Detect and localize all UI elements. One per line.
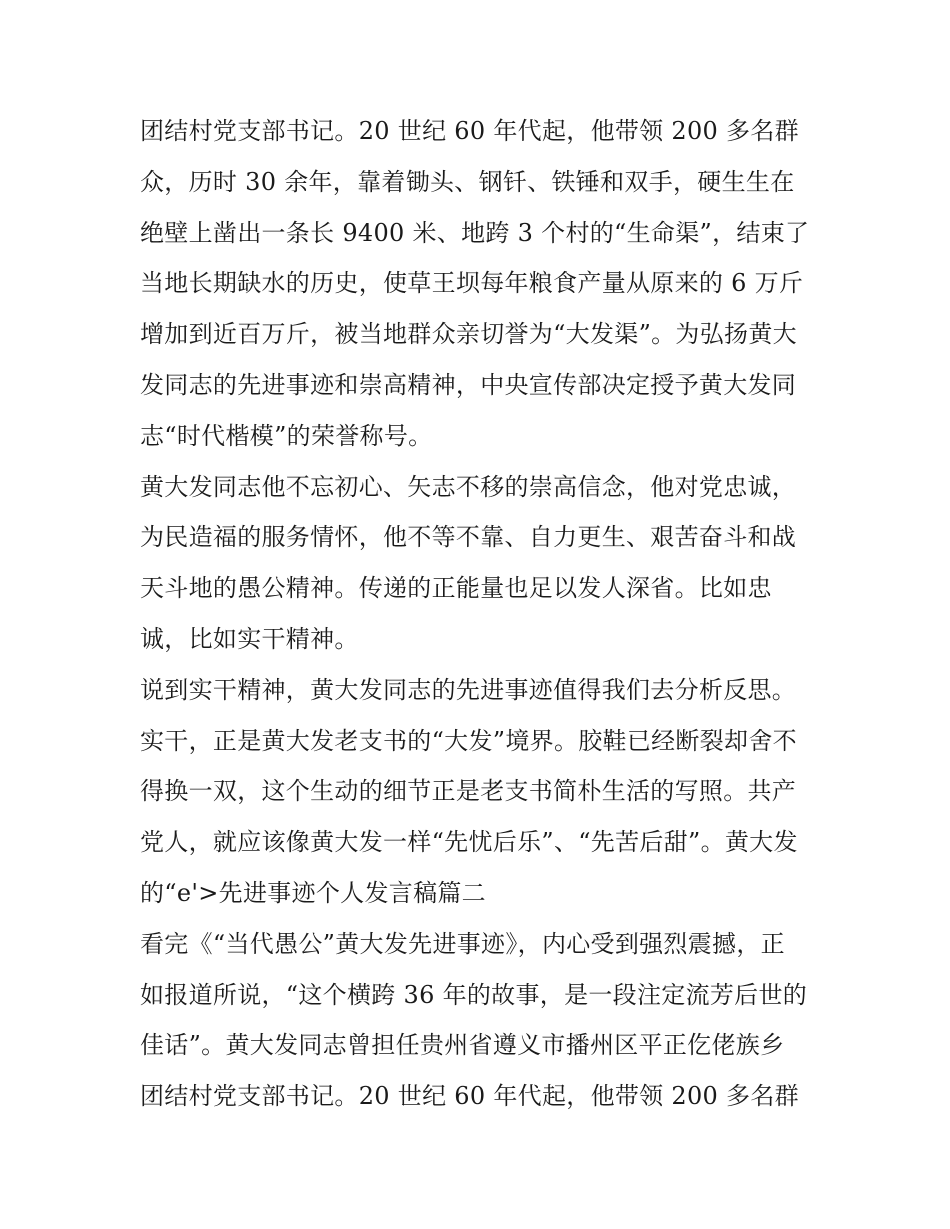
text-line: 说到实干精神，黄大发同志的先进事迹值得我们去分析反思。 — [140, 675, 797, 704]
text-line: 当地长期缺水的历史，使草王坝每年粮食产量从原来的 6 万斤 — [140, 269, 804, 298]
text-line: 看完《“当代愚公”黄大发先进事迹》，内心受到强烈震撼，正 — [140, 929, 785, 958]
text-line: 绝壁上凿出一条长 9400 米、地跨 3 个村的“生命渠”，结束了 — [140, 218, 810, 247]
text-line: 发同志的先进事迹和崇高精神，中央宣传部决定授予黄大发同 — [140, 370, 797, 399]
text-line: 党人，就应该像黄大发一样“先忧后乐”、“先苦后甜”。黄大发 — [140, 828, 798, 857]
text-line: 团结村党支部书记。20 世纪 60 年代起，他带领 200 多名群 — [140, 1082, 799, 1111]
text-line: 诚，比如实干精神。 — [140, 624, 359, 653]
text-line: 得换一双，这个生动的细节正是老支书简朴生活的写照。共产 — [140, 777, 797, 806]
text-line: 佳话”。黄大发同志曾担任贵州省遵义市播州区平正仡佬族乡 — [140, 1031, 785, 1060]
text-line: 黄大发同志他不忘初心、矢志不移的崇高信念，他对党忠诚， — [140, 472, 797, 501]
section-heading-line: 的“e'>先进事迹个人发言稿篇二 — [140, 878, 486, 907]
text-line: 天斗地的愚公精神。传递的正能量也足以发人深省。比如忠 — [140, 574, 772, 603]
text-line: 众，历时 30 余年，靠着锄头、钢钎、铁锤和双手，硬生生在 — [140, 167, 795, 196]
text-line: 如报道所说，“这个横跨 36 年的故事，是一段注定流芳后世的 — [140, 980, 808, 1009]
body-text — [140, 106, 820, 1122]
text-line: 团结村党支部书记。20 世纪 60 年代起，他带领 200 多名群 — [140, 117, 799, 145]
text-line: 为民造福的服务情怀，他不等不靠、自力更生、艰苦奋斗和战 — [140, 523, 797, 552]
text-line: 增加到近百万斤，被当地群众亲切誉为“大发渠”。为弘扬黄大 — [140, 320, 797, 349]
text-line: 志“时代楷模”的荣誉称号。 — [140, 421, 433, 450]
text-line: 实干，正是黄大发老支书的“大发”境界。胶鞋已经断裂却舍不 — [140, 726, 797, 755]
